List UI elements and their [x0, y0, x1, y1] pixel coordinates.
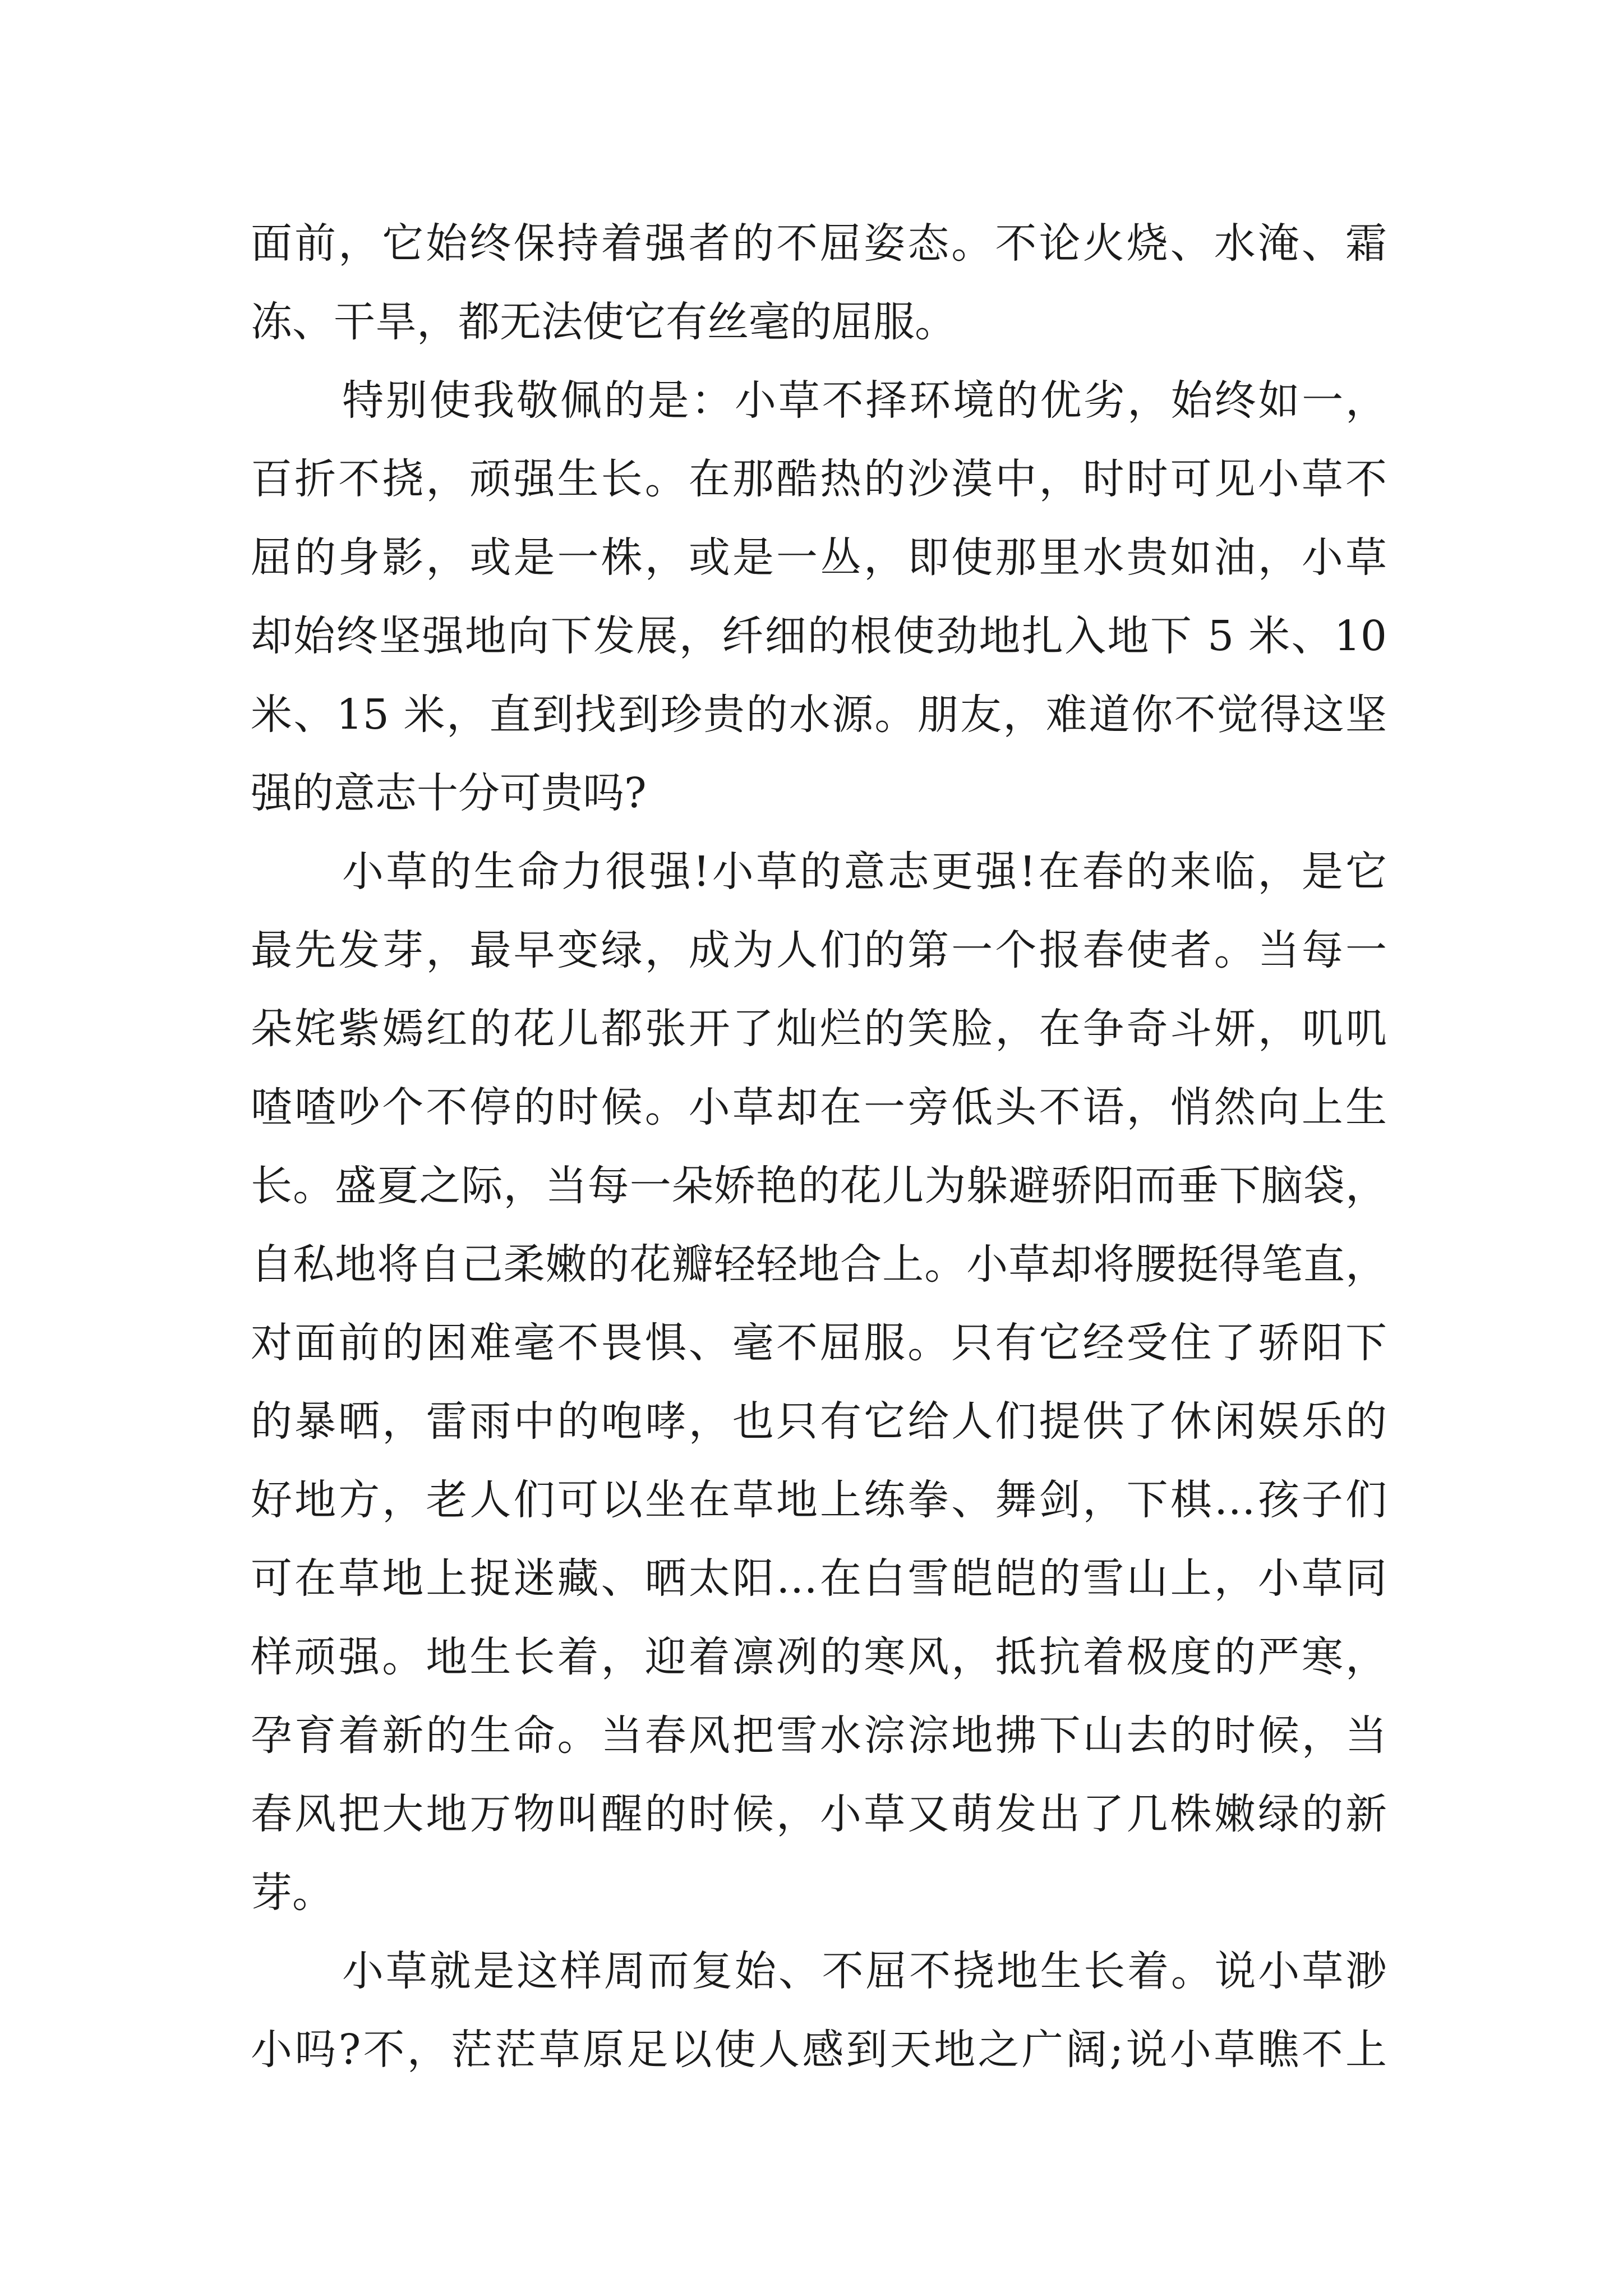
text-line: 春风把大地万物叫醒的时候，小草又萌发出了几株嫩绿的新 — [251, 1790, 1387, 1838]
text-line: 芽。 — [251, 1869, 334, 1917]
text-line: 小草就是这样周而复始、不屈不挠地生长着。说小草渺 — [342, 1947, 1387, 1995]
text-line: 朵姹紫嫣红的花儿都张开了灿烂的笑脸，在争奇斗妍，叽叽 — [251, 1005, 1387, 1053]
paragraph — [251, 361, 1387, 832]
text-line: 样顽强。地生长着，迎着凛冽的寒风，抵抗着极度的严寒， — [251, 1633, 1387, 1681]
text-line: 小吗?不，茫茫草原足以使人感到天地之广阔;说小草瞧不上 — [251, 2026, 1387, 2074]
text-line: 可在草地上捉迷藏、晒太阳…在白雪皑皑的雪山上，小草同 — [251, 1554, 1387, 1603]
text-line: 强的意志十分可贵吗? — [251, 769, 647, 817]
text-line: 长。盛夏之际，当每一朵娇艳的花儿为躲避骄阳而垂下脑袋， — [251, 1162, 1387, 1210]
text-line: 面前，它始终保持着强者的不屈姿态。不论火烧、水淹、霜 — [251, 219, 1387, 268]
text-line: 却始终坚强地向下发展，纤细的根使劲地扎入地下 5 米、10 — [251, 612, 1387, 660]
text-line: 特别使我敬佩的是：小草不择环境的优劣，始终如一， — [342, 376, 1387, 425]
text-line: 冻、干旱，都无法使它有丝毫的屈服。 — [251, 298, 956, 346]
text-line: 屈的身影，或是一株，或是一丛，即使那里水贵如油，小草 — [251, 533, 1387, 582]
text-line: 喳喳吵个不停的时候。小草却在一旁低头不语，悄然向上生 — [251, 1083, 1387, 1131]
text-line: 好地方，老人们可以坐在草地上练拳、舞剑，下棋…孩子们 — [251, 1476, 1387, 1524]
text-line: 最先发芽，最早变绿，成为人们的第一个报春使者。当每一 — [251, 926, 1387, 974]
paragraph — [251, 204, 1387, 361]
paragraph — [251, 832, 1387, 1932]
text-line: 对面前的困难毫不畏惧、毫不屈服。只有它经受住了骄阳下 — [251, 1319, 1387, 1367]
text-line: 的暴晒，雷雨中的咆哮，也只有它给人们提供了休闲娱乐的 — [251, 1397, 1387, 1446]
document-body — [251, 204, 1387, 2089]
text-line: 小草的生命力很强!小草的意志更强!在春的来临，是它 — [342, 848, 1387, 896]
text-line: 自私地将自己柔嫩的花瓣轻轻地合上。小草却将腰挺得笔直， — [251, 1240, 1387, 1289]
text-line: 百折不挠，顽强生长。在那酷热的沙漠中，时时可见小草不 — [251, 455, 1387, 503]
paragraph — [251, 1932, 1387, 2089]
text-line: 孕育着新的生命。当春风把雪水淙淙地拂下山去的时候，当 — [251, 1711, 1387, 1760]
text-line: 米、15 米，直到找到珍贵的水源。朋友，难道你不觉得这坚 — [251, 691, 1387, 739]
